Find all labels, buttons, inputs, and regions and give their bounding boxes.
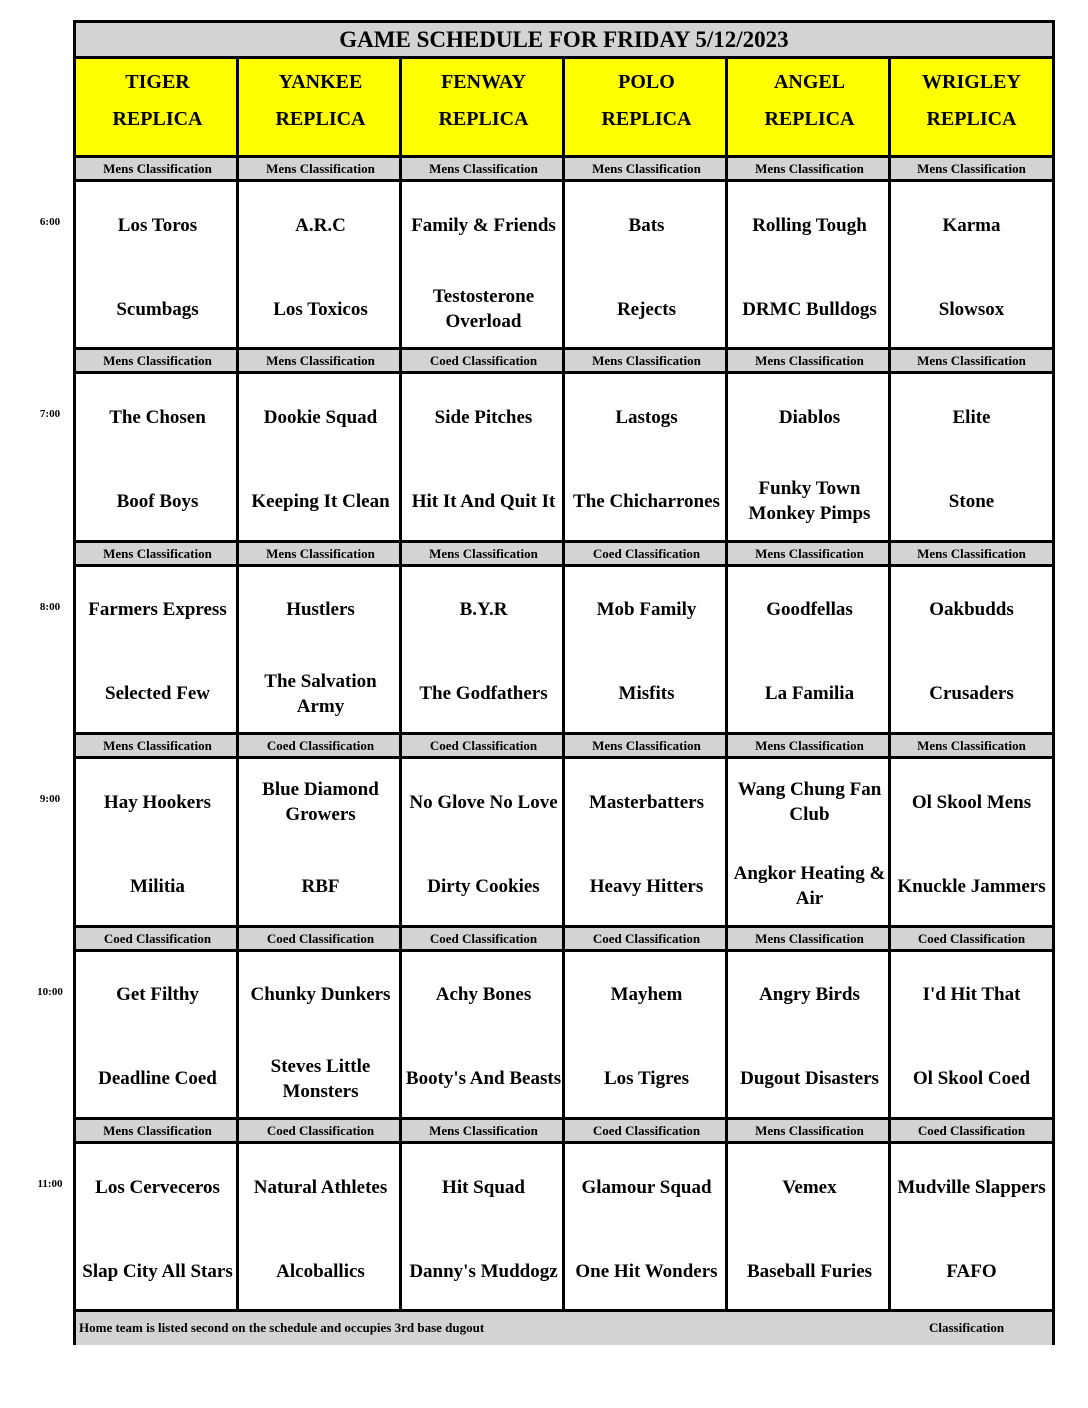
team-home: Crusaders <box>929 683 1014 705</box>
team-away: Los Cerveceros <box>95 1176 220 1198</box>
team-home: Hit It And Quit It <box>411 490 556 512</box>
venue-header-angel <box>728 59 891 158</box>
team-home: Selected Few <box>105 683 210 705</box>
team-home: One Hit Wonders <box>575 1260 718 1282</box>
venue-name: TIGER <box>125 71 190 93</box>
team-away: Diablos <box>778 406 841 428</box>
classification-bar: Mens Classification <box>565 155 728 182</box>
team-home: Testosterone Overload <box>432 286 535 332</box>
team-home: La Familia <box>764 683 855 705</box>
team-home: FAFO <box>946 1260 997 1282</box>
classification-bar: Mens Classification <box>565 732 728 759</box>
team-away: Hay Hookers <box>103 791 212 813</box>
team-away: Goodfellas <box>766 599 853 621</box>
team-away: Karma <box>942 214 1001 236</box>
team-away: Dookie Squad <box>263 406 378 428</box>
team-home: Deadline Coed <box>98 1068 217 1090</box>
venue-header-fenway <box>402 59 565 158</box>
team-home: Ol Skool Coed <box>912 1068 1031 1090</box>
team-away: Masterbatters <box>588 791 704 813</box>
team-away: Achy Bones <box>435 984 532 1006</box>
classification-bar: Mens Classification <box>76 1117 239 1144</box>
team-away: Natural Athletes <box>253 1176 388 1198</box>
footer-note: Home team is listed second on the schedule and occupies 3rd base dugout <box>79 1320 485 1335</box>
venue-sub: REPLICA <box>764 108 855 130</box>
column-divider <box>399 59 402 1312</box>
footer-legend: Classification <box>929 1320 1005 1335</box>
team-home: Heavy Hitters <box>589 875 704 897</box>
team-away: Oakbudds <box>929 599 1014 621</box>
classification-bar: Mens Classification <box>402 1117 565 1144</box>
team-home: The Salvation Army <box>264 670 377 717</box>
team-away: Bats <box>628 214 665 236</box>
team-home: Los Tigres <box>604 1068 689 1090</box>
venue-sub: REPLICA <box>275 108 366 130</box>
time-label: 9:00 <box>39 793 61 806</box>
classification-bar: Mens Classification <box>239 347 402 374</box>
classification-bar: Mens Classification <box>891 155 1052 182</box>
team-home: Misfits <box>618 683 675 705</box>
team-away: Vemex <box>782 1176 837 1198</box>
team-away: Chunky Dunkers <box>250 984 391 1006</box>
team-home: Angkor Heating & Air <box>733 863 886 910</box>
schedule-footer <box>76 1309 1052 1345</box>
schedule-table <box>73 20 1055 1345</box>
classification-bar: Coed Classification <box>239 925 402 952</box>
team-away: B.Y.R <box>459 599 508 621</box>
classification-bar: Coed Classification <box>565 925 728 952</box>
schedule-title: GAME SCHEDULE FOR FRIDAY 5/12/2023 <box>76 23 1052 59</box>
team-away: Mayhem <box>610 984 683 1006</box>
team-away: Elite <box>952 406 991 428</box>
venue-header-tiger <box>76 59 239 158</box>
team-away: Mob Family <box>596 599 697 621</box>
team-home: Funky Town Monkey Pimps <box>748 478 871 525</box>
classification-bar: Mens Classification <box>728 347 891 374</box>
time-label: 10:00 <box>37 985 63 998</box>
classification-bar: Mens Classification <box>76 155 239 182</box>
team-home: The Godfathers <box>419 683 548 705</box>
classification-bar: Mens Classification <box>728 1117 891 1144</box>
classification-bar: Mens Classification <box>891 732 1052 759</box>
time-label: 11:00 <box>37 1178 63 1190</box>
classification-bar: Coed Classification <box>402 732 565 759</box>
team-away: Hit Squad <box>442 1176 525 1198</box>
team-home: Boof Boys <box>116 490 199 512</box>
team-home: Rejects <box>616 298 677 320</box>
team-away: Angry Birds <box>759 984 860 1006</box>
column-divider <box>888 59 891 1312</box>
classification-bar: Coed Classification <box>891 1117 1052 1144</box>
team-away: No Glove No Love <box>409 791 558 813</box>
team-home: Dugout Disasters <box>740 1068 879 1090</box>
team-home: Stone <box>948 490 995 512</box>
team-away: Mudville Slappers <box>897 1176 1046 1198</box>
team-away: Get Filthy <box>116 984 199 1006</box>
team-home: DRMC Bulldogs <box>742 298 877 320</box>
classification-bar: Mens Classification <box>891 347 1052 374</box>
team-away: Lastogs <box>615 406 678 428</box>
team-away: Blue Diamond Growers <box>262 779 379 826</box>
team-away: Ol Skool Mens <box>911 791 1032 813</box>
classification-bar: Mens Classification <box>76 540 239 567</box>
classification-bar: Coed Classification <box>565 1117 728 1144</box>
classification-bar: Coed Classification <box>891 925 1052 952</box>
team-home: Dirty Cookies <box>427 875 540 897</box>
column-divider <box>562 59 565 1312</box>
classification-bar: Mens Classification <box>728 155 891 182</box>
team-away: Los Toros <box>117 214 198 236</box>
classification-bar: Mens Classification <box>728 732 891 759</box>
team-away: A.R.C <box>295 214 346 236</box>
team-away: Glamour Squad <box>581 1176 712 1198</box>
classification-bar: Mens Classification <box>891 540 1052 567</box>
time-label: 8:00 <box>39 600 61 613</box>
venue-name: POLO <box>618 71 675 93</box>
classification-bar: Mens Classification <box>402 155 565 182</box>
team-away: Hustlers <box>286 599 355 621</box>
venue-sub: REPLICA <box>601 108 692 130</box>
classification-bar: Coed Classification <box>76 925 239 952</box>
column-divider <box>725 59 728 1312</box>
team-home: Militia <box>130 875 185 897</box>
venue-name: ANGEL <box>773 71 846 93</box>
team-home: The Chicharrones <box>573 490 720 512</box>
team-home: Keeping It Clean <box>251 490 390 512</box>
venue-sub: REPLICA <box>112 108 203 130</box>
venue-sub: REPLICA <box>926 108 1017 130</box>
team-away: The Chosen <box>109 406 206 428</box>
team-home: Alcoballics <box>276 1260 365 1282</box>
team-home: Booty's And Beasts <box>405 1068 562 1090</box>
team-home: Knuckle Jammers <box>897 875 1046 897</box>
classification-bar: Coed Classification <box>402 925 565 952</box>
team-home: Slap City All Stars <box>82 1260 233 1282</box>
classification-bar: Mens Classification <box>239 540 402 567</box>
team-away: Family & Friends <box>411 214 556 236</box>
team-away: I'd Hit That <box>922 984 1021 1006</box>
team-away: Side Pitches <box>434 406 533 428</box>
team-away: Wang Chung Fan Club <box>737 779 882 826</box>
team-away: Farmers Express <box>88 599 227 621</box>
venue-sub: REPLICA <box>438 108 529 130</box>
classification-bar: Coed Classification <box>565 540 728 567</box>
venue-name: YANKEE <box>278 71 363 93</box>
classification-bar: Coed Classification <box>402 347 565 374</box>
classification-bar: Mens Classification <box>76 347 239 374</box>
classification-bar: Mens Classification <box>239 155 402 182</box>
venue-header-wrigley <box>891 59 1052 158</box>
team-home: Slowsox <box>938 298 1005 320</box>
classification-bar: Mens Classification <box>728 540 891 567</box>
time-label: 6:00 <box>39 216 61 228</box>
venue-header-yankee <box>239 59 402 158</box>
team-home: Steves Little Monsters <box>270 1055 371 1102</box>
classification-bar: Coed Classification <box>239 1117 402 1144</box>
venue-name: FENWAY <box>441 71 526 93</box>
classification-bar: Coed Classification <box>239 732 402 759</box>
time-label: 7:00 <box>39 408 61 421</box>
venue-header-polo <box>565 59 728 158</box>
classification-bar: Mens Classification <box>565 347 728 374</box>
venue-name: WRIGLEY <box>922 71 1021 93</box>
classification-bar: Mens Classification <box>402 540 565 567</box>
team-home: Danny's Muddogz <box>409 1260 558 1282</box>
team-away: Rolling Tough <box>752 214 867 236</box>
team-home: RBF <box>301 875 340 897</box>
team-home: Los Toxicos <box>273 298 368 320</box>
classification-bar: Mens Classification <box>728 925 891 952</box>
team-home: Baseball Furies <box>746 1260 873 1282</box>
column-divider <box>236 59 239 1312</box>
team-home: Scumbags <box>116 298 199 320</box>
classification-bar: Mens Classification <box>76 732 239 759</box>
